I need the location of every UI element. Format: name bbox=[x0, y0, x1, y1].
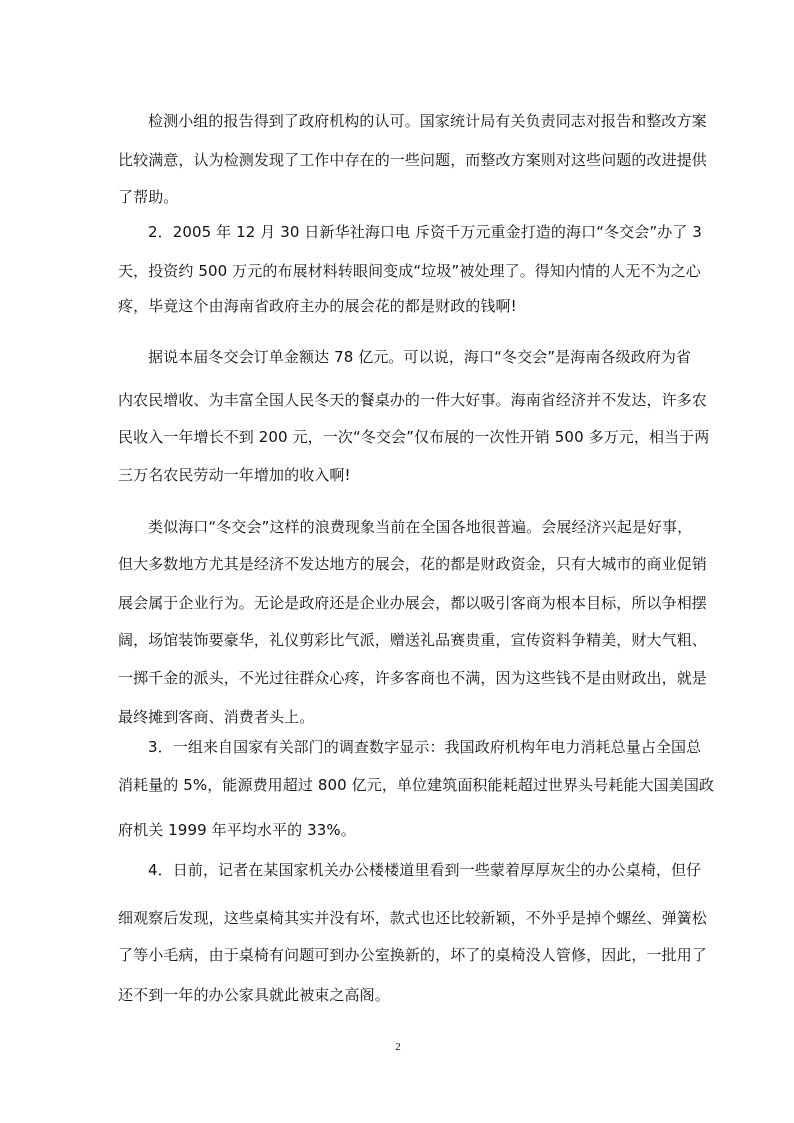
text-line: 2．2005 年 12 月 30 日新华社海口电 斥资千万元重金打造的海口“冬交会”办了 3 bbox=[148, 223, 702, 241]
text-line: 最终摊到客商、消费者头上。 bbox=[118, 708, 315, 726]
text-line: 疼，毕竟这个由海南省政府主办的展会花的都是财政的钱啊! bbox=[118, 297, 517, 315]
text-line: 细观察后发现，这些桌椅其实并没有坏，款式也还比较新颖，不外乎是掉个螺丝、弹簧松 bbox=[118, 909, 707, 927]
text-line: 一掷千金的派头，不光过往群众心疼，许多客商也不满，因为这些钱不是由财政出，就是 bbox=[118, 669, 707, 687]
text-line: 类似海口“冬交会”这样的浪费现象当前在全国各地很普遍。会展经济兴起是好事， bbox=[148, 518, 693, 536]
text-line: 府机关 1999 年平均水平的 33%。 bbox=[118, 821, 356, 839]
text-line: 4．日前，记者在某国家机关办公楼楼道里看到一些蒙着厚厚灰尘的办公桌椅，但仔 bbox=[148, 861, 702, 879]
text-line: 还不到一年的办公家具就此被束之高阁。 bbox=[118, 986, 390, 1004]
text-line: 消耗量的 5%，能源费用超过 800 亿元，单位建筑面积能耗超过世界头号耗能大国美国政 bbox=[118, 776, 715, 794]
text-line: 比较满意，认为检测发现了工作中存在的一些问题，而整改方案则对这些问题的改进提供 bbox=[118, 151, 707, 169]
text-line: 天，投资约 500 万元的布展材料转眼间变成“垃圾”被处理了。得知内情的人无不为之心 bbox=[118, 262, 701, 280]
text-line: 内农民增收、为丰富全国人民冬天的餐桌办的一件大好事。海南省经济并不发达，许多农 bbox=[118, 391, 707, 409]
text-line: 据说本届冬交会订单金额达 78 亿元。可以说，海口“冬交会”是海南各级政府为省 bbox=[148, 348, 692, 366]
text-line: 检测小组的报告得到了政府机构的认可。国家统计局有关负责同志对报告和整改方案 bbox=[148, 112, 707, 130]
page-number: 2 bbox=[395, 1041, 401, 1053]
text-line: 了等小毛病，由于桌椅有问题可到办公室换新的，坏了的桌椅没人管修，因此，一批用了 bbox=[118, 946, 707, 964]
text-line: 3．一组来自国家有关部门的调查数字显示：我国政府机构年电力消耗总量占全国总 bbox=[148, 738, 702, 756]
text-line: 但大多数地方尤其是经济不发达地方的展会，花的都是财政资金，只有大城市的商业促销 bbox=[118, 555, 707, 573]
text-line: 三万名农民劳动一年增加的收入啊! bbox=[118, 466, 351, 484]
text-line: 阔，场馆装饰要豪华，礼仪剪彩比气派，赠送礼品赛贵重，宣传资料争精美，财大气粗、 bbox=[118, 631, 707, 649]
text-line: 民收入一年增长不到 200 元，一次“冬交会”仅布展的一次性开销 500 多万元，相当于两 bbox=[118, 428, 710, 446]
text-line: 了帮助。 bbox=[118, 188, 179, 206]
text-line: 展会属于企业行为。无论是政府还是企业办展会，都以吸引客商为根本目标，所以争相摆 bbox=[118, 594, 707, 612]
